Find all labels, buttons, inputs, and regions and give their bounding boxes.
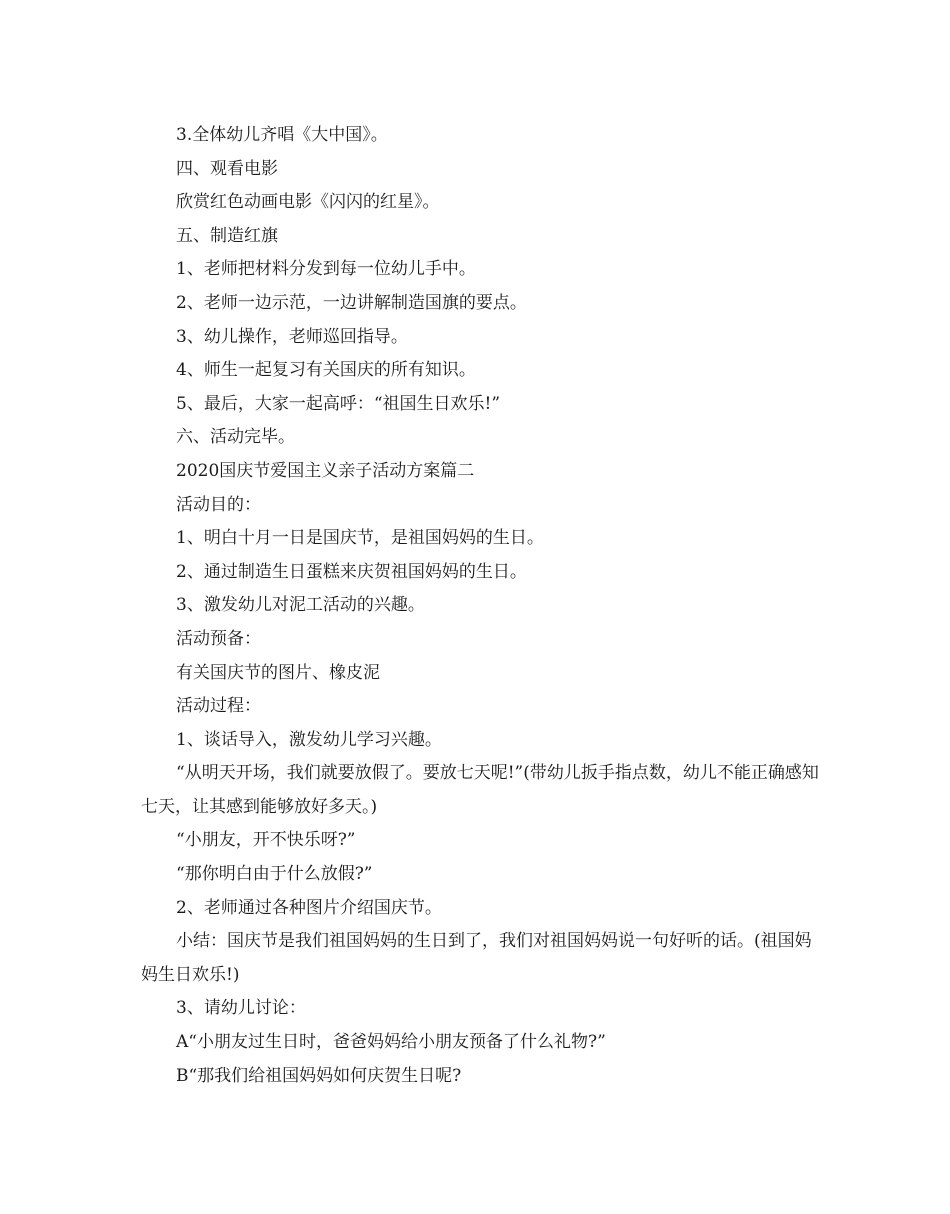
quote-line: “小朋友，开不快乐呀?” [176,830,356,851]
section-heading: 四、观看电影 [176,158,278,179]
list-item: 1、谈话导入，激发幼儿学习兴趣。 [176,729,442,750]
paragraph-line: 欣赏红色动画电影《闪闪的红星》。 [176,192,440,213]
quote-line: B“那我们给祖国妈妈如何庆贺生日呢? [176,1065,462,1086]
section-heading: 活动预备： [176,628,261,649]
paragraph-line: 有关国庆节的图片、橡皮泥 [176,662,380,683]
quote-line: A“小朋友过生日时，爸爸妈妈给小朋友预备了什么礼物?” [176,1032,606,1053]
list-item: 2、通过制造生日蛋糕来庆贺祖国妈妈的生日。 [176,561,527,582]
list-item: 2、老师一边示范，一边讲解制造国旗的要点。 [176,292,527,313]
list-item: 3、幼儿操作，老师巡回指导。 [176,326,408,347]
section-heading: 六、活动完毕。 [176,427,295,448]
list-item: 4、师生一起复习有关国庆的所有知识。 [176,360,476,381]
section-heading: 活动目的： [176,494,261,515]
article-title: 2020国庆节爱国主义亲子活动方案篇二 [176,460,475,481]
section-heading: 五、制造红旗 [176,225,278,246]
list-item: 5、最后，大家一起高呼：“祖国生日欢乐!” [176,393,501,414]
quote-line: “那你明白由于什么放假?” [176,864,373,885]
document-body [141,119,821,1093]
quote-paragraph: “从明天开场，我们就要放假了。要放七天呢!”(带幼儿扳手指点数，幼儿不能正确感知七天，让其感到能够放好多天。) [141,763,819,817]
list-item: 1、老师把材料分发到每一位幼儿手中。 [176,259,476,280]
list-item: 3、请幼儿讨论： [176,998,306,1019]
list-item: 3、激发幼儿对泥工活动的兴趣。 [176,595,425,616]
list-item: 2、老师通过各种图片介绍国庆节。 [176,897,442,918]
list-item: 1、明白十月一日是国庆节，是祖国妈妈的生日。 [176,528,544,549]
summary-paragraph: 小结：国庆节是我们祖国妈妈的生日到了，我们对祖国妈妈说一句好听的话。(祖国妈妈生日欢乐!) [141,931,812,985]
section-heading: 活动过程： [176,696,261,717]
paragraph-line: 3.全体幼儿齐唱《大中国》。 [176,125,388,145]
